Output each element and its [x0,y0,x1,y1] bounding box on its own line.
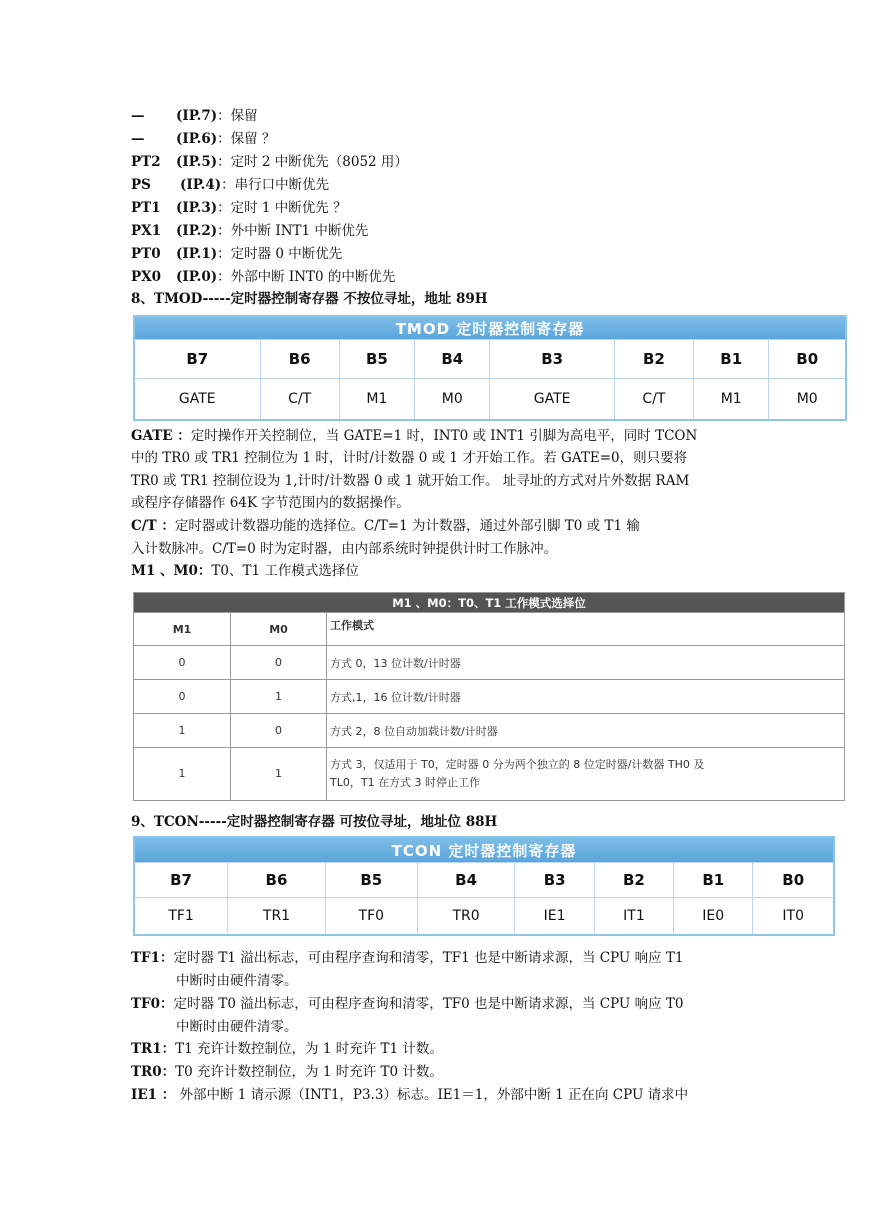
table-cell: 方式 0，13 位计数/计时器 [327,646,845,680]
ip-bit-line [131,153,408,171]
bit-value: C/T [260,379,339,421]
bit-value: GATE [490,379,614,421]
table-cell: 1 [134,748,231,801]
table-cell: 方式 2，8 位自动加载计数/计时器 [327,714,845,748]
table-cell: 0 [231,646,327,680]
tmod-heading: 8、TMOD-----定时器控制寄存器 不按位寻址，地址 89H [131,291,488,307]
bit-desc: ：定时 2 中断优先（8052 用） [217,154,408,170]
bit-value: IT0 [753,898,834,936]
paragraph-text: TR0 或 TR1 控制位设为 1,计时/计数器 0 或 1 就开始工作。 址寻址的方式对片外数据 RAM [131,473,690,489]
ip-bit-line [131,130,275,148]
bit-reg: (IP.5) [176,154,218,170]
paragraph-text: 或程序存储器作 64K 字节范围内的数据操作。 [131,495,410,511]
paragraph-text: 定时器 T1 溢出标志，可由程序查询和清零，TF1 也是中断请求源，当 CPU 响应 T1 [173,950,684,966]
bit-reg: (IP.6) [176,131,218,147]
col-header-mode: 工作模式 [327,613,845,646]
mode-table-title: M1 、M0：T0、T1 工作模式选择位 [134,593,845,613]
table-cell: 1 [231,748,327,801]
ct-paragraph-line [131,517,640,535]
ie1-label: IE1 ： [131,1087,176,1103]
mode-select-table [133,592,845,801]
bit-header: B1 [694,340,769,379]
bit-value: M0 [415,379,490,421]
ie1-paragraph-line [131,1086,688,1104]
tf0-label: TF0： [131,996,174,1012]
bit-header: B5 [339,340,414,379]
bit-value: C/T [614,379,693,421]
tr1-paragraph-line [131,1040,443,1058]
col-header-m1: M1 [134,613,231,646]
table-cell: 方式,1，16 位计数/计时器 [327,680,845,714]
tcon-register-table [133,836,835,936]
tr0-paragraph-line [131,1063,443,1081]
bit-desc: ：保留 [217,108,258,124]
ip-bit-line [131,199,347,217]
bit-value: M1 [339,379,414,421]
bit-value: TR0 [417,898,515,936]
bit-desc: ：保留 ？ [217,131,276,147]
bit-header: B0 [769,340,846,379]
bit-value: IE1 [515,898,594,936]
ip-bit-line [131,268,395,286]
bit-value: M1 [694,379,769,421]
bit-reg: (IP.1) [176,246,218,262]
tf0-paragraph-line [131,995,683,1013]
bit-desc: ：外部中断 INT0 的中断优先 [217,269,396,285]
tr0-label: TR0： [131,1064,176,1080]
table-cell: 0 [134,646,231,680]
ip-bit-line [131,245,342,263]
ct-label: C/T ： [131,518,175,534]
ip-bit-line [131,222,368,240]
tf1-label: TF1： [131,950,174,966]
table-cell: 0 [231,714,327,748]
paragraph-text: 中的 TR0 或 TR1 控制位为 1 时，计时/计数器 0 或 1 才开始工作。若 GATE=0，则只要将 [131,450,688,466]
bit-name: PX1 [131,223,162,239]
table-cell [327,748,845,801]
paragraph-text: T0、T1 工作模式选择位 [211,563,359,579]
tr1-label: TR1： [131,1041,176,1057]
tcon-table-title: TCON 定时器控制寄存器 [134,837,834,863]
paragraph-text: 定时操作开关控制位，当 GATE=1 时，INT0 或 INT1 引脚为高电平，同时 TCON [190,428,698,444]
mode-text: TL0，T1 在方式 3 时停止工作 [330,776,481,789]
table-cell: 1 [134,714,231,748]
bit-desc: ：定时 1 中断优先 ？ [217,200,347,216]
bit-value: TF1 [134,898,228,936]
table-cell: 1 [231,680,327,714]
paragraph-text: 中断时由硬件清零。 [176,1019,298,1035]
bit-reg: (IP.0) [176,269,218,285]
bit-reg: (IP.2) [176,223,218,239]
bit-header: B1 [674,863,753,898]
bit-header: B7 [134,863,228,898]
paragraph-text: T1 充许计数控制位，为 1 时充许 T1 计数。 [175,1041,443,1057]
paragraph-text: 中断时由硬件清零。 [176,973,298,989]
bit-header: B0 [753,863,834,898]
bit-header: B2 [594,863,673,898]
bit-reg: (IP.3) [176,200,218,216]
gate-paragraph-line [131,427,697,445]
bit-name: PT2 [131,154,161,170]
tcon-heading: 9、TCON-----定时器控制寄存器 可按位寻址，地址位 88H [131,814,498,830]
paragraph-text: 入计数脉冲。C/T=0 时为定时器，由内部系统时钟提供计时工作脉冲。 [131,541,558,557]
bit-header: B3 [490,340,614,379]
ip-bit-line [131,107,258,125]
bit-reg: (IP.4) [180,177,222,193]
bit-header: B3 [515,863,594,898]
bit-header: B6 [228,863,326,898]
tmod-table-title: TMOD 定时器控制寄存器 [134,316,846,340]
paragraph-text: 定时器 T0 溢出标志，可由程序查询和清零，TF0 也是中断请求源，当 CPU 响应 T0 [173,996,684,1012]
tf1-paragraph-line [131,949,683,967]
bit-header: B2 [614,340,693,379]
paragraph-text: T0 充许计数控制位，为 1 时充许 T0 计数。 [175,1064,443,1080]
gate-label: GATE ： [131,428,191,444]
table-cell: 0 [134,680,231,714]
bit-value: TR1 [228,898,326,936]
bit-desc: ：串行口中断优先 [221,177,330,193]
bit-value: IE0 [674,898,753,936]
paragraph-text: 定时器或计数器功能的选择位。C/T=1 为计数器，通过外部引脚 T0 或 T1 输 [174,518,640,534]
tmod-register-table [133,315,847,421]
bit-name: — [131,108,145,124]
bit-value: M0 [769,379,846,421]
bit-name: — [131,131,145,147]
bit-desc: ：定时器 0 中断优先 [217,246,343,262]
bit-header: B7 [134,340,260,379]
ip-bit-line [131,176,329,194]
bit-value: IT1 [594,898,673,936]
bit-value: GATE [134,379,260,421]
bit-name: PS [131,177,151,193]
bit-name: PX0 [131,269,162,285]
bit-header: B6 [260,340,339,379]
bit-value: TF0 [325,898,417,936]
bit-header: B5 [325,863,417,898]
m1m0-paragraph-line [131,562,359,580]
col-header-m0: M0 [231,613,327,646]
mode-text: 方式 3，仅适用于 T0，定时器 0 分为两个独立的 8 位定时器/计数器 TH0 及 [330,758,705,771]
bit-desc: ：外中断 INT1 中断优先 [217,223,369,239]
m1m0-label: M1 、M0： [131,563,212,579]
bit-name: PT0 [131,246,161,262]
bit-name: PT1 [131,200,161,216]
bit-reg: (IP.7) [176,108,218,124]
paragraph-text: 外部中断 1 请示源（INT1，P3.3）标志。IE1＝1，外部中断 1 正在向 CPU 请求中 [175,1087,689,1103]
bit-header: B4 [415,340,490,379]
bit-header: B4 [417,863,515,898]
